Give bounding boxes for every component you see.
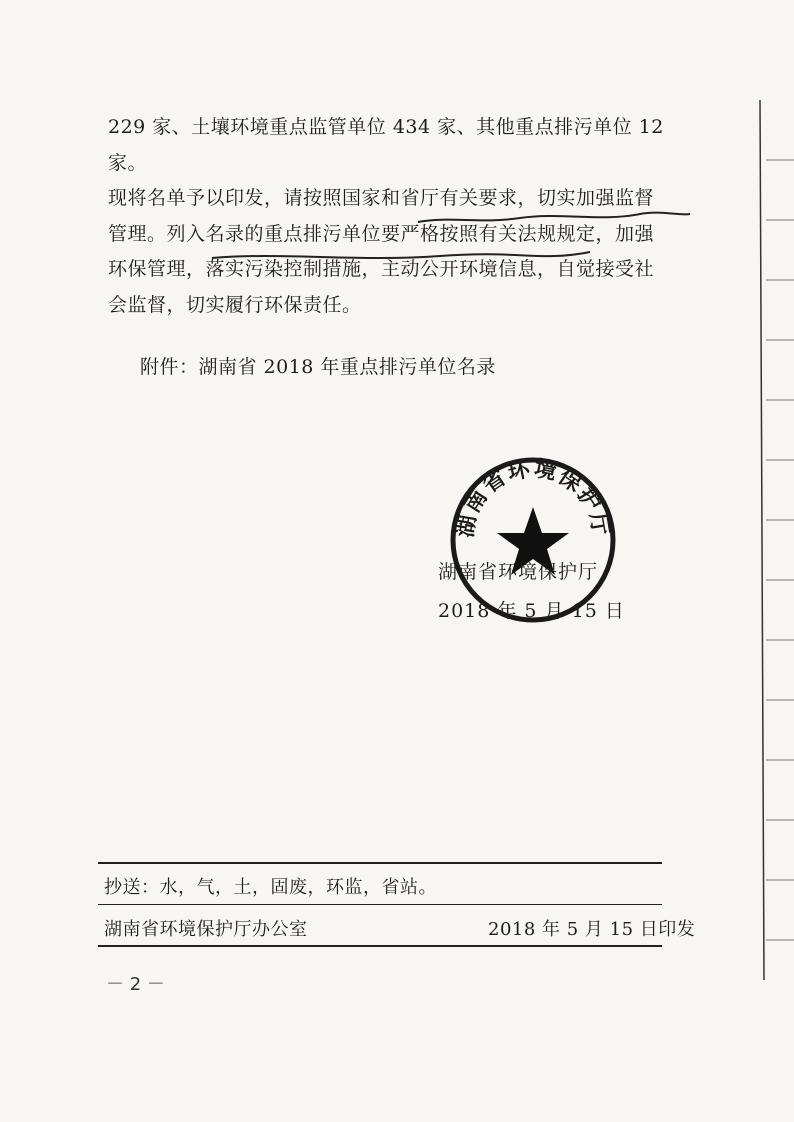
adjacent-page-edge <box>752 100 794 980</box>
issue-date: 2018 年 5 月 15 日印发 <box>488 919 696 940</box>
cc-list: 抄送：水，气，土，固废，环监，省站。 <box>104 877 437 898</box>
svg-text:湖南省环境保护厅: 湖南省环境保护厅 <box>452 455 614 540</box>
page-number: － 2 － <box>106 974 165 995</box>
signing-date: 2018 年 5 月 15 日 <box>438 600 625 622</box>
body-paragraph <box>108 110 708 323</box>
body-line-4: 环保管理，落实污染控制措施，主动公开环境信息，自觉接受社 <box>108 258 655 280</box>
body-line-2: 现将名单予以印发，请按照国家和省厅有关要求，切实加强监督 <box>108 187 655 209</box>
footer-rule-middle <box>98 904 662 905</box>
body-line-5: 会监督，切实履行环保责任。 <box>108 293 362 316</box>
body-line-3: 管理。列入名录的重点排污单位要严格按照有关法规规定，加强 <box>108 222 655 245</box>
footer-rule-top <box>98 862 662 864</box>
issuing-office: 湖南省环境保护厅办公室 <box>104 919 308 940</box>
footer-rule-bottom <box>98 945 662 947</box>
body-line-1: 229 家、土壤环境重点监管单位 434 家、其他重点排污单位 12 家。 <box>108 116 664 174</box>
signing-organization: 湖南省环境保护厅 <box>438 561 599 583</box>
attachment-line: 附件：湖南省 2018 年重点排污单位名录 <box>140 356 496 378</box>
